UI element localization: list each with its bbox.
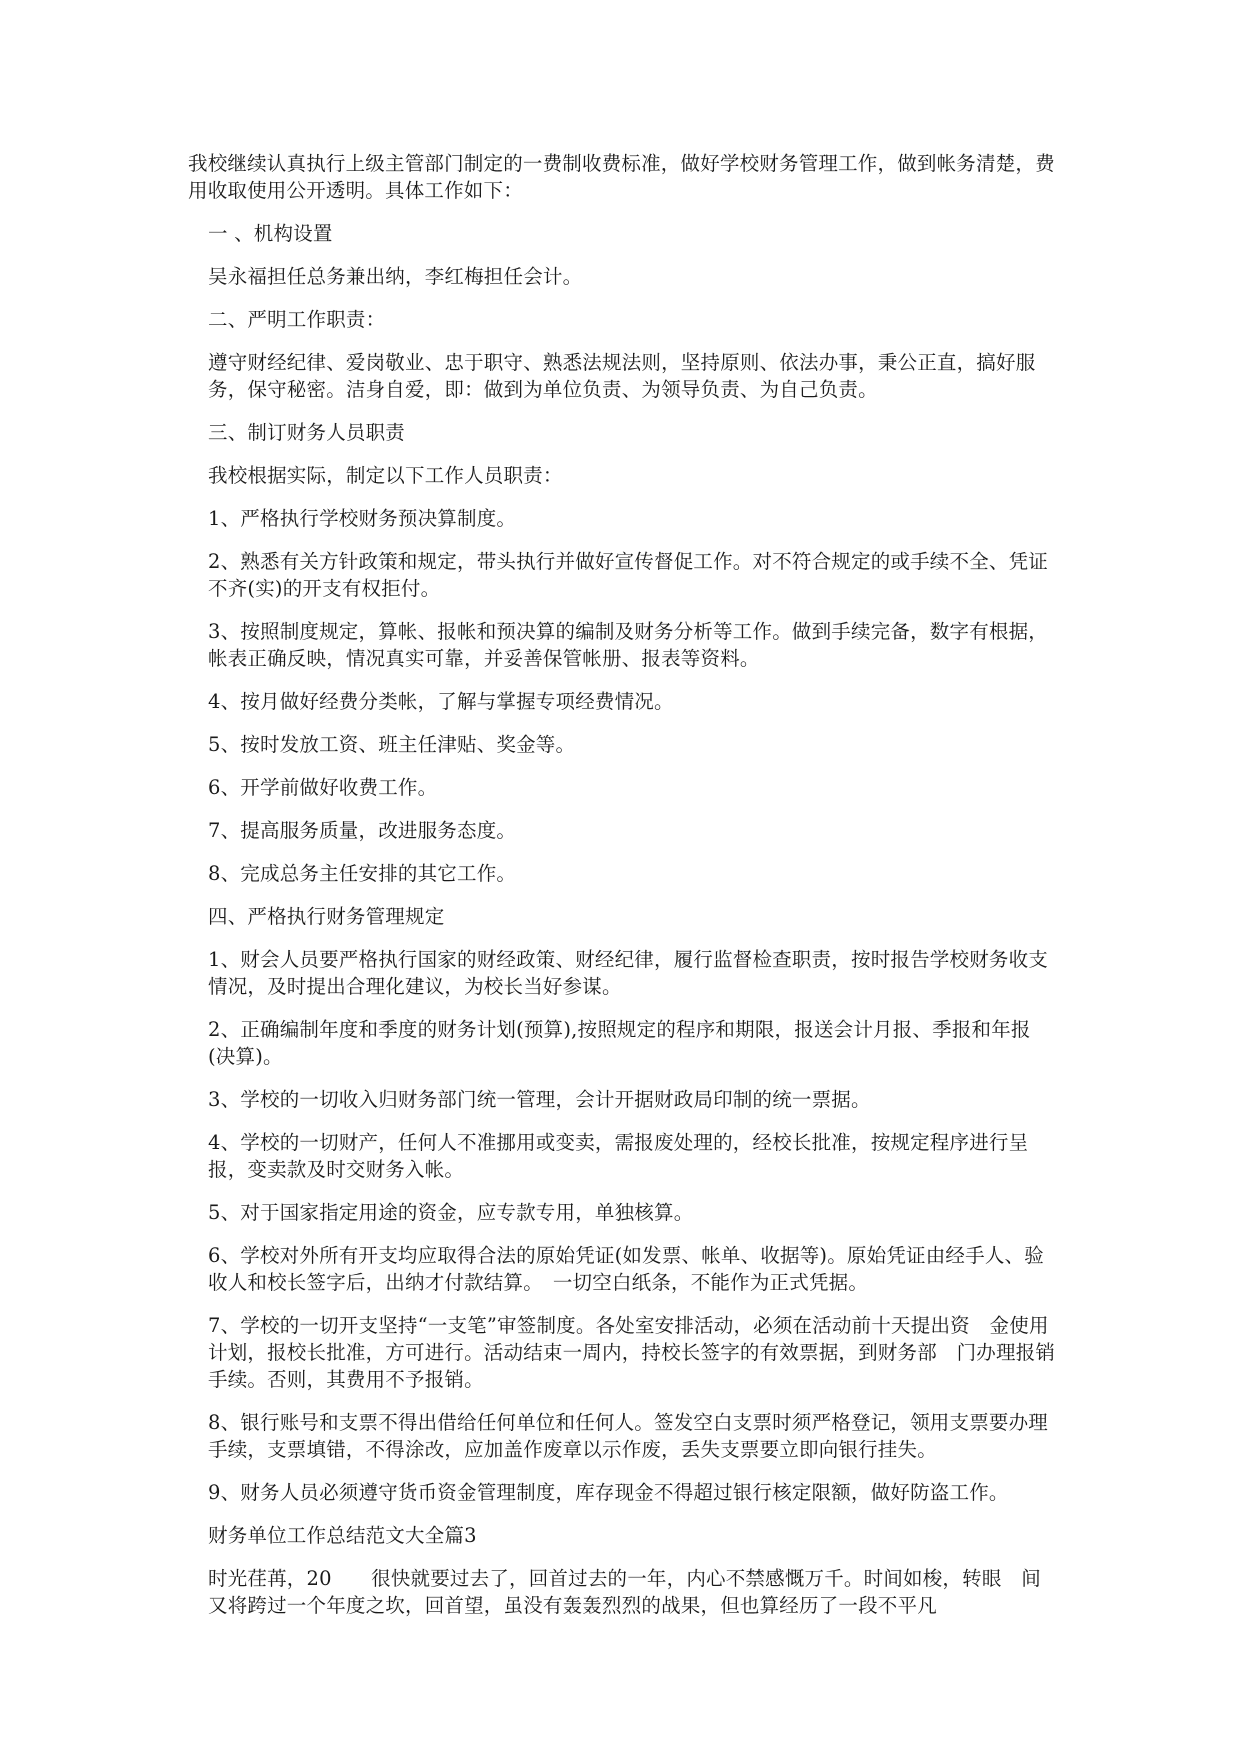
section-heading-3: 三、制订财务人员职责 [208,421,406,444]
list-item: 8、完成总务主任安排的其它工作。 [208,862,517,885]
list-item: 4、学校的一切财产，任何人不准挪用或变卖，需报废处理的，经校长批准，按规定程序进行呈报，变卖款及时交财务入帐。 [208,1131,1029,1181]
section-heading-4: 四、严格执行财务管理规定 [208,905,445,928]
list-item: 8、银行账号和支票不得出借给任何单位和任何人。签发空白支票时须严格登记，领用支票要办理手续，支票填错，不得涂改，应加盖作废章以示作废，丢失支票要立即向银行挂失。 [208,1411,1049,1461]
paragraph: 时光荏苒，20 很快就要过去了，回首过去的一年，内心不禁感慨万千。时间如梭，转眼 间又将跨过一个年度之坎，回首望，虽没有轰轰烈烈的战果，但也算经历了一段不平凡 [208,1567,1041,1617]
list-item: 2、熟悉有关方针政策和规定，带头执行并做好宣传督促工作。对不符合规定的或手续不全、凭证不齐(实)的开支有权拒付。 [208,550,1049,600]
section-heading-1: 一 、机构设置 [208,222,333,245]
list-item: 1、财会人员要严格执行国家的财经政策、财经纪律，履行监督检查职责，按时报告学校财务收支情况，及时提出合理化建议，为校长当好参谋。 [208,948,1049,998]
list-item: 3、按照制度规定，算帐、报帐和预决算的编制及财务分析等工作。做到手续完备，数字有根据，帐表正确反映，情况真实可靠，并妥善保管帐册、报表等资料。 [208,620,1049,670]
document-body [188,150,1056,1635]
list-item: 7、学校的一切开支坚持“一支笔”审签制度。各处室安排活动，必须在活动前十天提出资 金使用计划，报校长批准，方可进行。活动结束一周内，持校长签字的有效票据，到财务部 门办理报销手续。否则，其费用不予报销。 [208,1314,1056,1391]
intro-paragraph: 我校继续认真执行上级主管部门制定的一费制收费标准，做好学校财务管理工作，做到帐务清楚，费用收取使用公开透明。具体工作如下： [188,152,1055,202]
section-heading-2: 二、严明工作职责： [208,308,386,331]
list-item: 5、按时发放工资、班主任津贴、奖金等。 [208,733,576,756]
list-item: 5、对于国家指定用途的资金，应专款专用，单独核算。 [208,1201,694,1224]
list-item: 7、提高服务质量，改进服务态度。 [208,819,517,842]
list-item: 9、财务人员必须遵守货币资金管理制度，库存现金不得超过银行核定限额，做好防盗工作。 [208,1481,1009,1504]
paragraph: 我校根据实际，制定以下工作人员职责： [208,464,563,487]
list-item: 4、按月做好经费分类帐，了解与掌握专项经费情况。 [208,690,674,713]
paragraph: 吴永福担任总务兼出纳，李红梅担任会计。 [208,265,583,288]
list-item: 1、严格执行学校财务预决算制度。 [208,507,517,530]
paragraph: 遵守财经纪律、爱岗敬业、忠于职守、熟悉法规法则，坚持原则、依法办事，秉公正直，搞好服务，保守秘密。洁身自爱，即：做到为单位负责、为领导负责、为自己负责。 [208,351,1036,401]
article-title: 财务单位工作总结范文大全篇3 [208,1524,477,1547]
list-item: 3、学校的一切收入归财务部门统一管理，会计开据财政局印制的统一票据。 [208,1088,871,1111]
list-item: 2、正确编制年度和季度的财务计划(预算),按照规定的程序和期限，报送会计月报、季报和年报(决算)。 [208,1018,1031,1068]
list-item: 6、开学前做好收费工作。 [208,776,438,799]
list-item: 6、学校对外所有开支均应取得合法的原始凭证(如发票、帐单、收据等)。原始凭证由经手人、验收人和校长签字后，出纳才付款结算。 一切空白纸条，不能作为正式凭据。 [208,1244,1044,1294]
